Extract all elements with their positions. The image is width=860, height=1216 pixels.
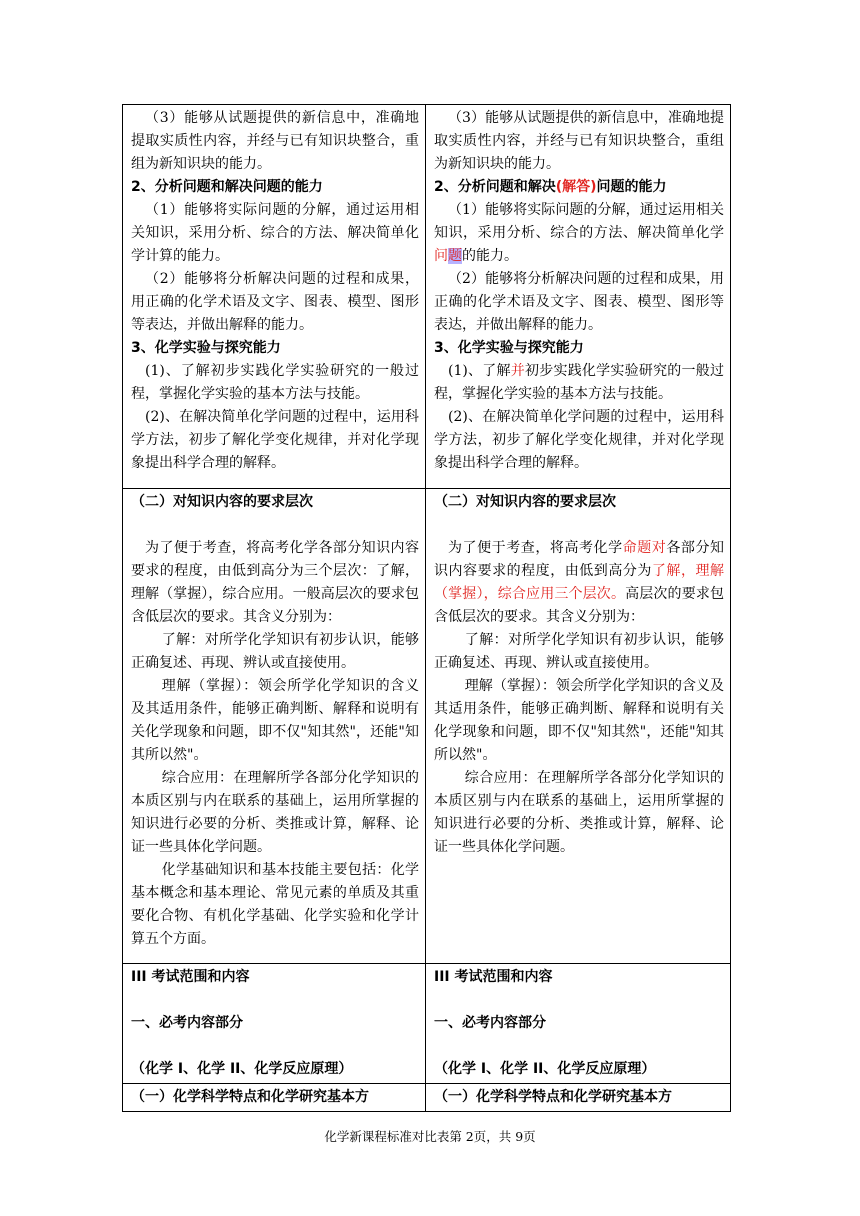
new-standard-cell (426, 489, 731, 964)
spacer (434, 989, 724, 1012)
text-run: 高层次的要求包含低层次的要求。其含义分别为： (434, 586, 725, 625)
spacer (131, 514, 419, 537)
paragraph: 了解：对所学化学知识有初步认识，能够正确复述、再现、辨认或直接使用。 (131, 632, 419, 671)
paragraph: （2）能够将分析解决问题的过程和成果，用正确的化学术语及文字、图表、模型、图形等表达，并做出解释的能力。 (434, 271, 724, 333)
paragraph: (2)、在解决简单化学问题的过程中，运用科学方法，初步了解化学变化规律，并对化学现象提出科学合理的解释。 (131, 409, 419, 471)
revision-mark: 并 (510, 363, 525, 379)
paragraph: （2）能够将分析解决问题的过程和成果，用正确的化学术语及文字、图表、模型、图形等表达，并做出解释的能力。 (131, 271, 419, 333)
revision-mark: 问 (434, 248, 448, 264)
section-heading: 2、分析问题和解决问题的能力 (131, 179, 323, 195)
section-heading: （一）化学科学特点和化学研究基本方 (131, 1089, 369, 1105)
heading-text: 2、分析问题和解决 (434, 179, 556, 195)
section-heading: 3、化学实验与探究能力 (434, 340, 584, 356)
old-standard-cell (123, 964, 426, 1084)
paragraph: 综合应用：在理解所学各部分化学知识的本质区别与内在联系的基础上，运用所掌握的知识进行必要的分析、类推或计算，解释、论证一些具体化学问题。 (131, 770, 419, 855)
text-run: （1）能够将实际问题的分解，通过运用相关知识，采用分析、综合的方法、解决简单化学 (434, 202, 724, 241)
spacer (434, 1035, 724, 1058)
paragraph (434, 537, 724, 629)
paragraph (434, 199, 724, 268)
table-row (123, 964, 731, 1084)
section-heading: III 考试范围和内容 (131, 969, 250, 985)
section-heading: （一）化学科学特点和化学研究基本方 (434, 1089, 672, 1105)
paragraph: 理解（掌握）：领会所学化学知识的含义及其适用条件，能够正确判断、解释和说明有关化学现象和问题，即不仅"知其然"，还能"知其所以然"。 (434, 678, 724, 763)
new-standard-cell (426, 964, 731, 1084)
paragraph: 综合应用：在理解所学各部分化学知识的本质区别与内在联系的基础上，运用所掌握的知识进行必要的分析、类推或计算，解释、论证一些具体化学问题。 (434, 770, 724, 855)
section-heading: 一、必考内容部分 (434, 1015, 546, 1031)
paragraph: 了解：对所学化学知识有初步认识，能够正确复述、再现、辨认或直接使用。 (434, 632, 724, 671)
new-standard-cell (426, 1084, 731, 1112)
page-footer: 化学新课程标准对比表第 2页，共 9页 (324, 1129, 536, 1144)
text-run: (1)、了解 (448, 363, 511, 379)
section-heading: （化学 I、化学 II、化学反应原理） (131, 1061, 353, 1077)
highlighted-revision: 题 (448, 248, 462, 264)
section-heading: （二）对知识内容的要求层次 (434, 494, 616, 510)
text-run: 各部分知识内容要求的程度，由低到高分为 (434, 540, 725, 579)
text-run: 为了便于考查，将高考化学 (448, 540, 623, 556)
table-row (123, 489, 731, 964)
new-standard-cell (426, 105, 731, 489)
paragraph: (2)、在解决简单化学问题的过程中，运用科学方法，初步了解化学变化规律，并对化学现象提出科学合理的解释。 (434, 409, 724, 471)
section-heading: III 考试范围和内容 (434, 969, 553, 985)
heading-text: 问题的能力 (596, 179, 667, 195)
spacer (131, 989, 419, 1012)
paragraph: （3）能够从试题提供的新信息中，准确地提取实质性内容，并经与已有知识块整合，重组为新知识块的能力。 (131, 110, 419, 172)
section-heading: 一、必考内容部分 (131, 1015, 243, 1031)
table-row (123, 1084, 731, 1112)
comparison-table (122, 104, 731, 1112)
text-run: 初步实践化学实验研究的一般过程，掌握化学实验的基本方法与技能。 (434, 363, 725, 402)
revision-mark: 命题对 (622, 540, 667, 556)
spacer (131, 1035, 419, 1058)
old-standard-cell (123, 489, 426, 964)
section-heading: （二）对知识内容的要求层次 (131, 494, 313, 510)
revision-mark: (解答) (555, 179, 597, 195)
section-heading: 3、化学实验与探究能力 (131, 340, 281, 356)
section-heading (434, 176, 724, 199)
table-row (123, 105, 731, 489)
paragraph (434, 360, 724, 406)
old-standard-cell (123, 105, 426, 489)
section-heading: （化学 I、化学 II、化学反应原理） (434, 1061, 656, 1077)
revision-mark: 了解，理解（掌握），综合应用三个层次。 (434, 563, 725, 602)
old-standard-cell (123, 1084, 426, 1112)
paragraph: 理解（掌握）：领会所学化学知识的含义及其适用条件，能够正确判断、解释和说明有关化学现象和问题，即不仅"知其然"，还能"知其所以然"。 (131, 678, 419, 763)
text-run: 的能力。 (462, 248, 518, 264)
paragraph: （3）能够从试题提供的新信息中，准确地提取实质性内容，并经与已有知识块整合，重组为新知识块的能力。 (434, 110, 724, 172)
paragraph: （1）能够将实际问题的分解，通过运用相关知识，采用分析、综合的方法、解决简单化学计算的能力。 (131, 202, 419, 264)
paragraph: 为了便于考查，将高考化学各部分知识内容要求的程度，由低到高分为三个层次：了解，理解（掌握），综合应用。一般高层次的要求包含低层次的要求。其含义分别为： (131, 540, 419, 625)
spacer (434, 514, 724, 537)
paragraph: (1)、了解初步实践化学实验研究的一般过程，掌握化学实验的基本方法与技能。 (131, 363, 419, 402)
paragraph: 化学基础知识和基本技能主要包括：化学基本概念和基本理论、常见元素的单质及其重要化合物、有机化学基础、化学实验和化学计算五个方面。 (131, 862, 419, 947)
